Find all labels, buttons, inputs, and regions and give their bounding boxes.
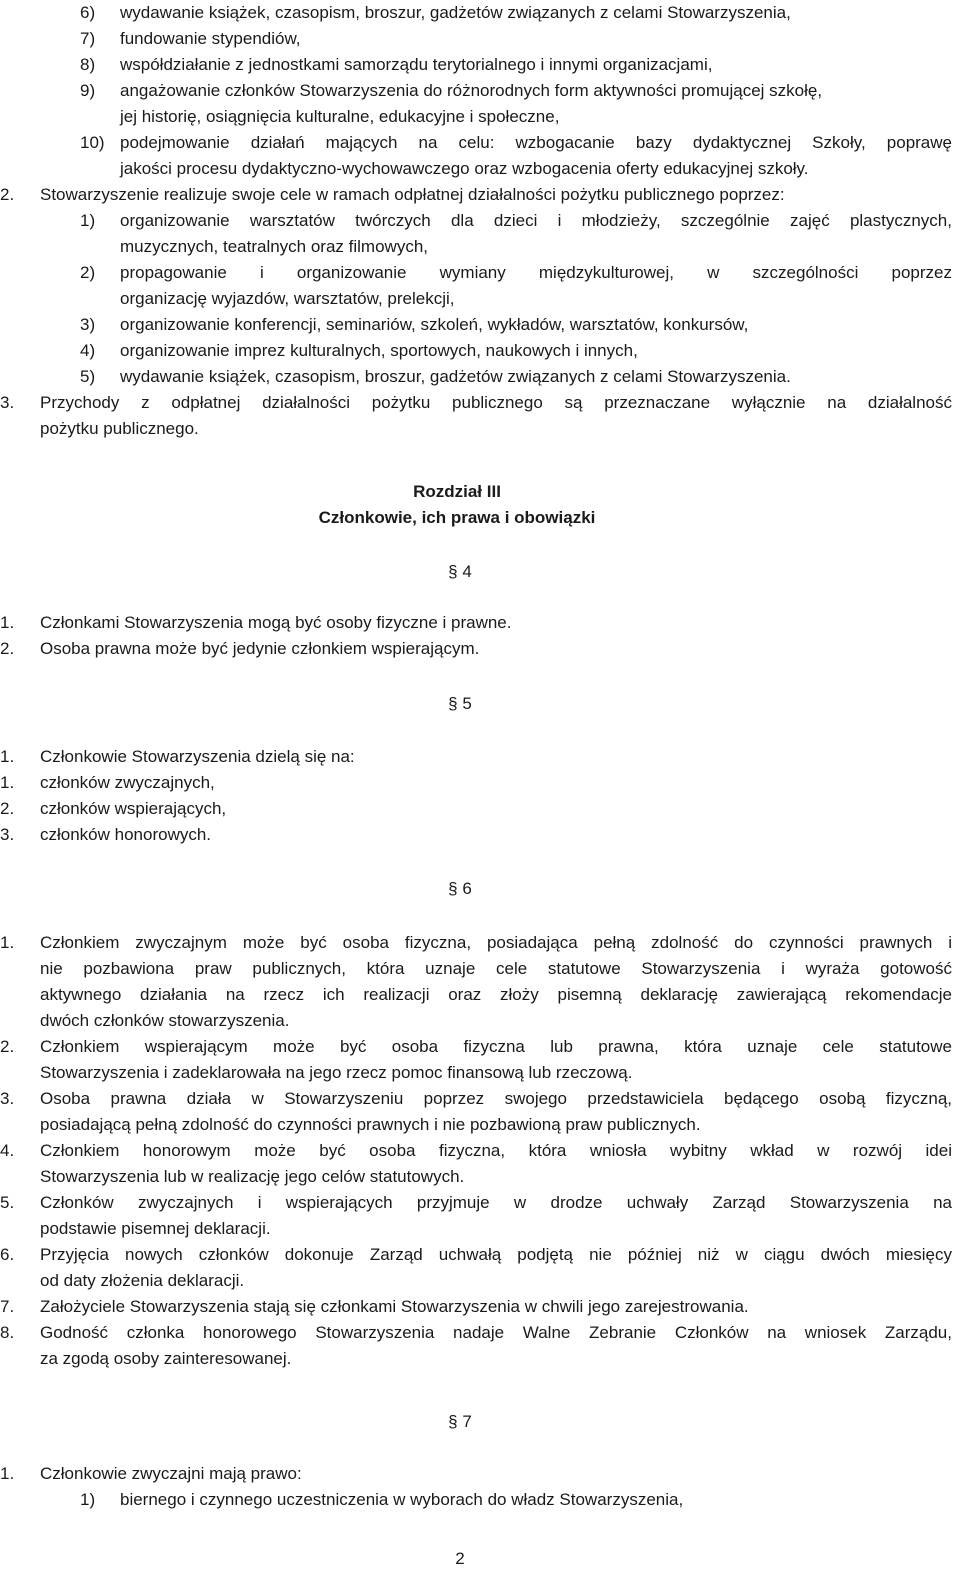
paragraph-number: 5. [0, 1193, 15, 1212]
list-text: wydawanie książek, czasopism, broszur, gadżetów związanych z celami Stowarzyszenia, [120, 3, 791, 22]
list-item [80, 130, 952, 182]
paragraph-sign: § 7 [448, 1412, 472, 1431]
paragraph-number: 2. [0, 185, 15, 204]
numbered-paragraph [0, 610, 952, 636]
paragraph-number: 1. [0, 613, 15, 632]
list-number: 9) [80, 81, 96, 100]
paragraph-number: 3. [0, 393, 15, 412]
paragraph-text: Osoba prawna działa w Stowarzyszeniu poprzez swojego przedstawiciela będącego osobą fizyczną, posiadającą pełną zdolność do czynności prawnych i nie pozbawioną praw publicznych. [40, 1089, 952, 1134]
list-item [80, 52, 950, 78]
paragraph-sign: § 4 [448, 562, 472, 581]
page-number: 2 [455, 1549, 465, 1568]
paragraph-text: Członkiem honorowym może być osoba fizyczna, która wniosła wybitny wkład w rozwój idei Stowarzyszenia lub w realizację jego celów statutowych. [40, 1141, 952, 1186]
paragraph-text: członków wspierających, [40, 799, 227, 818]
list-text: organizowanie warsztatów twórczych dla dzieci i młodzieży, szczególnie zajęć plastycznych, muzycznych, teatralnych oraz filmowych, [120, 211, 952, 256]
list-item [80, 312, 952, 338]
numbered-paragraph [0, 822, 952, 848]
list-text: propagowanie i organizowanie wymiany międzykulturowej, w szczególności poprzez organizację wyjazdów, warsztatów, prelekcji, [120, 263, 952, 308]
list-item [80, 338, 952, 364]
paragraph-text: Członkiem zwyczajnym może być osoba fizyczna, posiadająca pełną zdolność do czynności prawnych i nie pozbawiona praw publicznych, która uznaje cele statutowe Stowarzyszenia i wyraża gotowość aktywnego działania na rzecz ich realizacji oraz złoży pisemną deklarację zawierającą rekomendacje dwóch członków stowarzyszenia. [40, 933, 952, 1030]
list-text: organizowanie konferencji, seminariów, szkoleń, wykładów, warsztatów, konkursów, [120, 315, 749, 334]
numbered-paragraph [0, 390, 952, 442]
paragraph-text: Członkiem wspierającym może być osoba fizyczna lub prawna, która uznaje cele statutowe Stowarzyszenia i zadeklarowała na jego rzecz pomoc finansową lub rzeczową. [40, 1037, 952, 1082]
paragraph-number: 3. [0, 825, 15, 844]
numbered-paragraph [0, 796, 952, 822]
list-text: wydawanie książek, czasopism, broszur, gadżetów związanych z celami Stowarzyszenia. [120, 367, 791, 386]
numbered-paragraph [0, 1320, 952, 1372]
paragraph-text: Członkowie Stowarzyszenia dzielą się na: [40, 747, 355, 766]
paragraph-sign: § 5 [448, 694, 472, 713]
paragraph-number: 1. [0, 773, 15, 792]
chapter-subtitle: Członkowie, ich prawa i obowiązki [318, 508, 596, 527]
paragraph-number: 4. [0, 1141, 15, 1160]
list-item [80, 26, 950, 52]
list-number: 2) [80, 263, 96, 282]
numbered-paragraph [0, 1034, 952, 1086]
list-text: biernego i czynnego uczestniczenia w wyborach do władz Stowarzyszenia, [120, 1490, 684, 1509]
paragraph-number: 8. [0, 1323, 15, 1342]
list-number: 1) [80, 211, 96, 230]
paragraph-text: Przychody z odpłatnej działalności pożytku publicznego są przeznaczane wyłącznie na działalność pożytku publicznego. [40, 393, 952, 438]
chapter-title: Rozdział III [413, 482, 501, 501]
paragraph-number: 3. [0, 1089, 15, 1108]
numbered-paragraph [0, 744, 952, 770]
paragraph-text: członków zwyczajnych, [40, 773, 215, 792]
paragraph-text: Przyjęcia nowych członków dokonuje Zarząd uchwałą podjętą nie później niż w ciągu dwóch miesięcy od daty złożenia deklaracji. [40, 1245, 952, 1290]
numbered-paragraph [0, 1242, 952, 1294]
list-number: 3) [80, 315, 96, 334]
list-number: 6) [80, 3, 96, 22]
list-number: 7) [80, 29, 96, 48]
paragraph-text: Osoba prawna może być jedynie członkiem wspierającym. [40, 639, 480, 658]
list-number: 10) [80, 133, 105, 152]
list-number: 5) [80, 367, 96, 386]
numbered-paragraph [0, 1190, 952, 1242]
numbered-paragraph [0, 1138, 952, 1190]
list-number: 1) [80, 1490, 96, 1509]
numbered-paragraph [0, 1086, 952, 1138]
numbered-paragraph [0, 1294, 952, 1320]
list-number: 4) [80, 341, 96, 360]
paragraph-text: Godność członka honorowego Stowarzyszenia nadaje Walne Zebranie Członków na wniosek Zarządu, za zgodą osoby zainteresowanej. [40, 1323, 952, 1368]
paragraph-text: Założyciele Stowarzyszenia stają się członkami Stowarzyszenia w chwili jego zarejestrowania. [40, 1297, 749, 1316]
paragraph-text: Członkowie zwyczajni mają prawo: [40, 1464, 302, 1483]
numbered-paragraph [0, 770, 952, 796]
paragraph-number: 7. [0, 1297, 15, 1316]
paragraph-text: Stowarzyszenie realizuje swoje cele w ramach odpłatnej działalności pożytku publicznego poprzez: [40, 185, 785, 204]
list-number: 8) [80, 55, 96, 74]
paragraph-number: 6. [0, 1245, 15, 1264]
list-text: angażowanie członków Stowarzyszenia do różnorodnych form aktywności promującej szkołę, jej historię, osiągnięcia kulturalne, edukacyjne i społeczne, [120, 81, 823, 126]
numbered-paragraph [0, 636, 952, 662]
list-text: współdziałanie z jednostkami samorządu terytorialnego i innymi organizacjami, [120, 55, 713, 74]
numbered-paragraph [0, 182, 952, 208]
paragraph-number: 1. [0, 933, 15, 952]
list-item [80, 208, 952, 260]
list-text: podejmowanie działań mających na celu: wzbogacanie bazy dydaktycznej Szkoły, poprawę jakości procesu dydaktyczno-wychowawczego oraz wzbogacenia oferty edukacyjnej szkoły. [120, 133, 952, 178]
paragraph-text: Członkami Stowarzyszenia mogą być osoby fizyczne i prawne. [40, 613, 512, 632]
list-item [80, 0, 950, 26]
paragraph-number: 2. [0, 639, 15, 658]
list-item [80, 364, 952, 390]
paragraph-text: Członków zwyczajnych i wspierających przyjmuje w drodze uchwały Zarząd Stowarzyszenia na podstawie pisemnej deklaracji. [40, 1193, 952, 1238]
list-item [80, 1487, 952, 1513]
paragraph-number: 1. [0, 747, 15, 766]
paragraph-number: 2. [0, 1037, 15, 1056]
paragraph-number: 2. [0, 799, 15, 818]
numbered-paragraph [0, 930, 952, 1034]
paragraph-number: 1. [0, 1464, 15, 1483]
list-text: organizowanie imprez kulturalnych, sportowych, naukowych i innych, [120, 341, 638, 360]
paragraph-sign: § 6 [448, 879, 472, 898]
list-text: fundowanie stypendiów, [120, 29, 301, 48]
list-item [80, 78, 950, 130]
paragraph-text: członków honorowych. [40, 825, 212, 844]
list-item [80, 260, 952, 312]
numbered-paragraph [0, 1461, 952, 1487]
